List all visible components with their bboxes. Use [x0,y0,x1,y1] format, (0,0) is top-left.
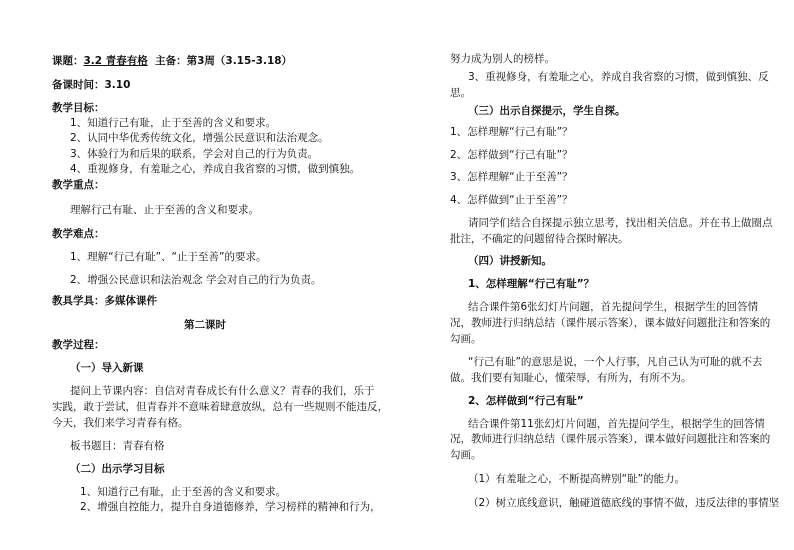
meaning-line: “行己有耻”的意思是说，一个人行事，凡自己认为可耻的就不去 [468,356,763,368]
goal-item: 1、知道行己有耻，止于至善的含义和要求。 [70,117,277,129]
key-text: 理解行己有耻、止于至善的含义和要求。 [70,204,259,216]
sub1-line: 结合课件第6张幻灯片问题，首先提问学生，根据学生的回答情 [468,301,759,313]
point-item: （1）有羞耻之心，不断提高辨别“耻”的能力。 [468,473,686,485]
sub2-heading: 2、怎样做到“行己有耻” [468,395,584,407]
section4-heading: （四）讲授新知。 [468,255,552,267]
instruction-line: 请同学们结合自探提示独立思考，找出相关信息。并在书上做圈点 [468,217,773,229]
question-item: 3、怎样理解“止于至善”？ [450,171,573,183]
goal-item: 4、重视修身，有羞耻之心，养成自我省察的习惯，做到慎独。 [70,163,361,175]
sub1-heading: 1、怎样理解“行己有耻”？ [468,278,595,290]
lesson-name: 3.2 青春有格 [83,55,148,67]
board-title: 板书题目：青春有格 [70,440,165,452]
difficult-heading: 教学难点： [52,228,105,240]
section1-line: 实践，敢于尝试，但青春并不意味着肆意放纵，总有一些规则不能违反， [52,401,388,413]
sub2-line: 结合课件第11张幻灯片问题，首先提问学生，根据学生的回答情 [468,418,765,430]
goal-item: 3、体验行为和后果的联系，学会对自己的行为负责。 [70,148,319,160]
lesson-number: 第二课时 [184,319,226,331]
section1-line: 提问上节课内容：自信对青春成长有什么意义？青春的我们，乐于 [70,385,375,397]
section2-line: 2、增强自控能力，提升自身道德修养，学习榜样的精神和行为， [80,501,381,513]
section1-line: 今天，我们来学习青春有格。 [52,417,189,429]
tools-line: 教具学具：多媒体课件 [52,295,157,307]
process-heading: 教学过程： [52,339,105,351]
top-line: 3、重视修身，有羞耻之心，养成自我省察的习惯，做到慎独、反 [468,71,769,83]
question-item: 4、怎样做到“止于至善”？ [450,194,573,206]
question-item: 1、怎样理解“行己有耻”？ [450,126,573,138]
week-range: 第3周（3.15-3.18） [186,55,293,67]
sub1-line: 况，教师进行归纳总结（课件展示答案），课本做好问题批注和答案的 [450,317,771,329]
section1-heading: （一）导入新课 [70,362,144,374]
lesson-title-line [52,54,292,68]
top-line: 思。 [450,87,471,99]
difficult-item: 1、理解“行己有耻”、“止于至善”的要求。 [70,251,267,263]
sub2-line: 况，教师进行归纳总结（课件展示答案），课本做好问题批注和答案的 [450,433,771,445]
prep-time: 备课时间：3.10 [52,79,131,91]
instruction-line: 批注，不确定的问题留待合探时解决。 [450,233,629,245]
point-item: （2）树立底线意识，触碰道德底线的事情不做，违反法律的事情坚 [468,497,780,509]
title-prefix: 课题： [52,55,84,67]
section2-heading: （二）出示学习目标 [70,463,165,475]
difficult-item: 2、增强公民意识和法治观念 学会对自己的行为负责。 [70,274,322,286]
section3-heading: （三）出示自探提示，学生自探。 [468,105,626,117]
sub2-line: 勾画。 [450,449,482,461]
preparer-label: 主备： [155,55,187,67]
goals-heading: 教学目标： [52,102,105,114]
section2-line: 1、知道行己有耻，止于至善的含义和要求。 [80,486,287,498]
goal-item: 2、认同中华优秀传统文化，增强公民意识和法治观念。 [70,132,329,144]
key-heading: 教学重点： [52,179,105,191]
top-line: 努力成为别人的榜样。 [450,53,555,65]
meaning-line: 做。我们要有知耻心，懂荣辱，有所为，有所不为。 [450,372,692,384]
question-item: 2、怎样做到“行己有耻”？ [450,149,573,161]
sub1-line: 勾画。 [450,333,482,345]
